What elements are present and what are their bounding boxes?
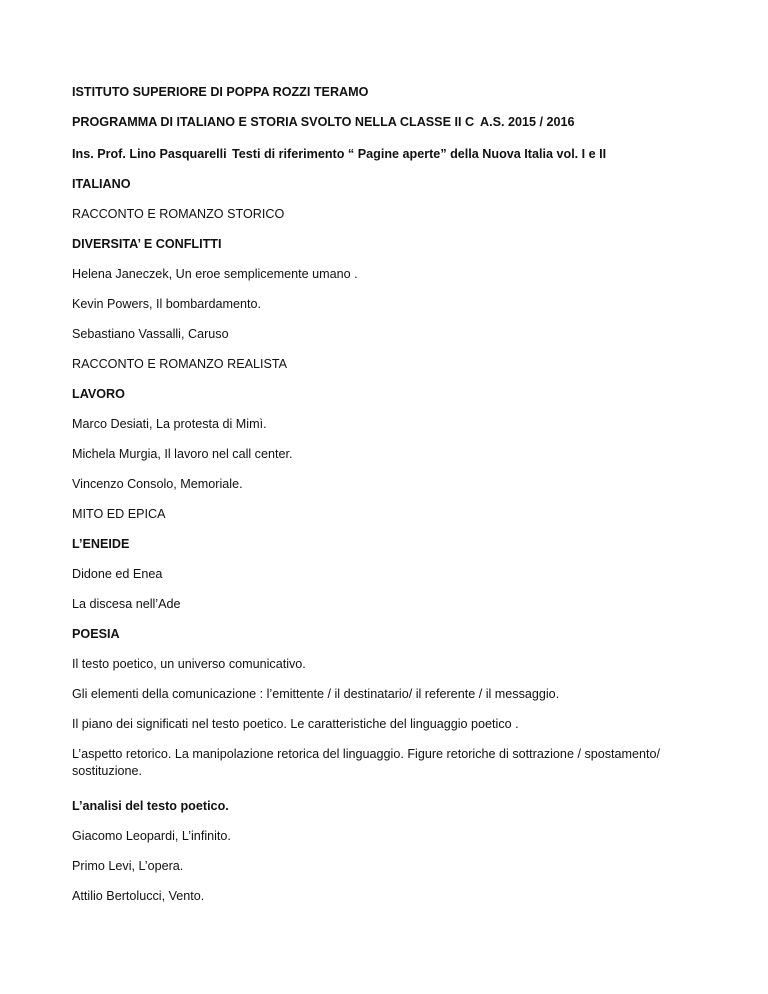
text-item: Vincenzo Consolo, Memoriale. (72, 477, 243, 491)
section-heading: RACCONTO E ROMANZO STORICO (72, 207, 285, 221)
text-item: La discesa nell’Ade (72, 597, 181, 611)
text-item: L’aspetto retorico. La manipolazione retorica del linguaggio. Figure retoriche di sottrazione / spostamento/ sostituzione. (72, 747, 661, 778)
school-name: ISTITUTO SUPERIORE DI POPPA ROZZI TERAMO (72, 85, 369, 99)
section-heading: MITO ED EPICA (72, 507, 166, 521)
text-item: Il piano dei significati nel testo poetico. Le caratteristiche del linguaggio poetico . (72, 717, 519, 731)
text-item: Attilio Bertolucci, Vento. (72, 889, 205, 903)
text-item: Helena Janeczek, Un eroe semplicemente umano . (72, 267, 358, 281)
theme-heading: L’ENEIDE (72, 537, 130, 551)
text-item: Primo Levi, L’opera. (72, 859, 184, 873)
text-item: Giacomo Leopardi, L’infinito. (72, 829, 231, 843)
text-item: Marco Desiati, La protesta di Mimì. (72, 417, 267, 431)
text-item: Didone ed Enea (72, 567, 163, 581)
program-title (72, 114, 474, 130)
theme-heading: L’analisi del testo poetico. (72, 799, 229, 813)
text-item: Sebastiano Vassalli, Caruso (72, 327, 229, 341)
text-item: Gli elementi della comunicazione : l’emittente / il destinatario/ il referente / il messaggio. (72, 687, 560, 701)
theme-heading: DIVERSITA’ E CONFLITTI (72, 237, 222, 251)
text-item: Kevin Powers, Il bombardamento. (72, 297, 261, 311)
reference-texts: Testi di riferimento “ Pagine aperte” della Nuova Italia vol. I e II (232, 147, 607, 161)
section-heading: RACCONTO E ROMANZO REALISTA (72, 357, 288, 371)
program-title-text: PROGRAMMA DI ITALIANO E STORIA SVOLTO NELLA CLASSE II C (72, 115, 475, 129)
subject-heading: ITALIANO (72, 177, 131, 191)
text-item: Michela Murgia, Il lavoro nel call center. (72, 447, 293, 461)
theme-heading: POESIA (72, 627, 120, 641)
text-item: Il testo poetico, un universo comunicativo. (72, 657, 306, 671)
school-year: A.S. 2015 / 2016 (480, 115, 575, 129)
theme-heading: LAVORO (72, 387, 125, 401)
teacher-name: Ins. Prof. Lino Pasquarelli (72, 147, 227, 161)
